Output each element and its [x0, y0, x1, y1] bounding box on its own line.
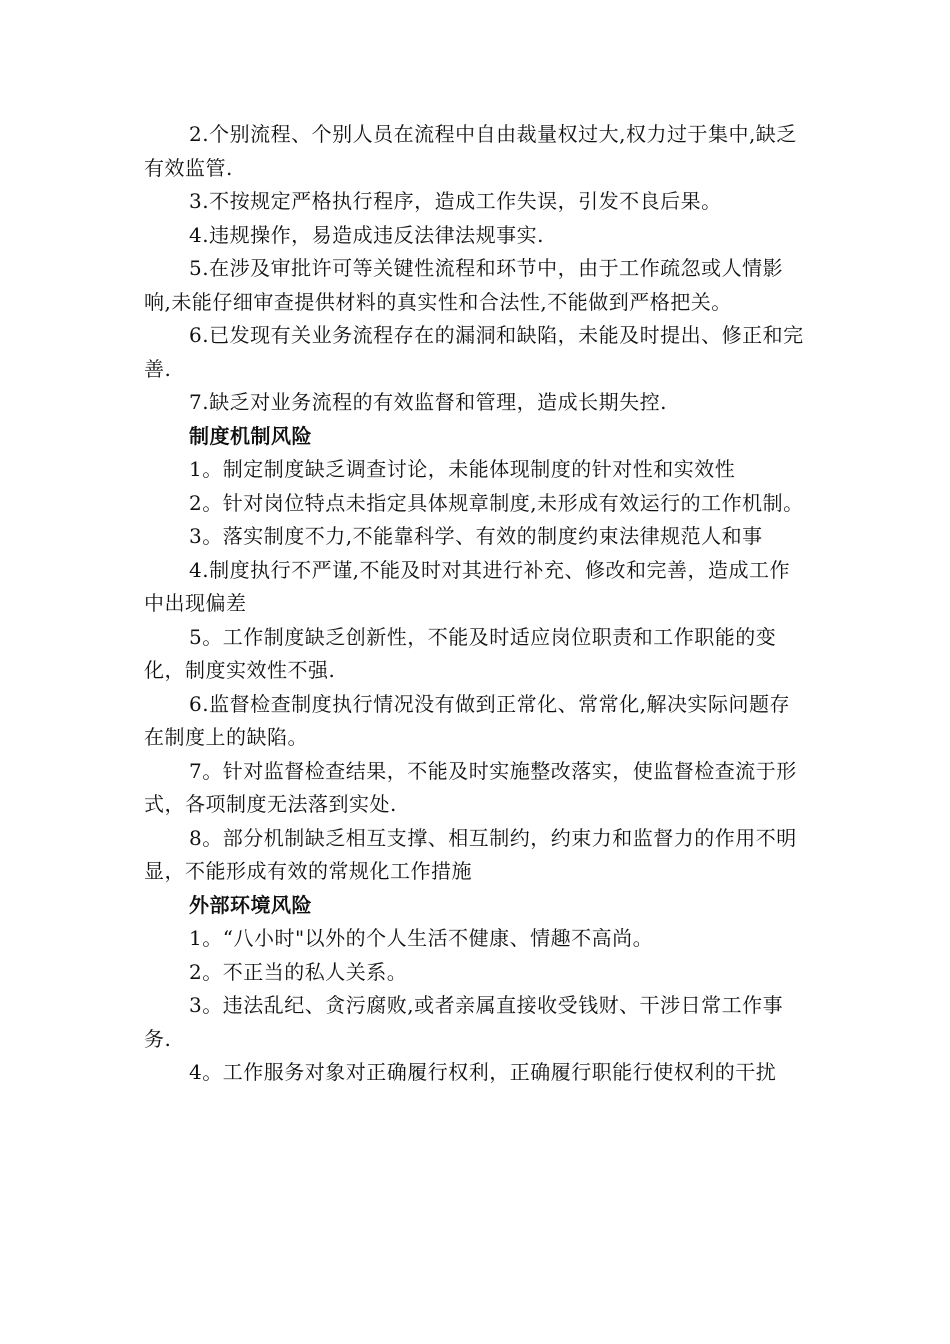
paragraph: 4.违规操作，易造成违反法律法规事实.: [189, 222, 544, 247]
paragraph: 4.制度执行不严谨,不能及时对其进行补充、修改和完善，造成工作中出现偏差: [144, 557, 790, 615]
paragraph: 2。针对岗位特点未指定具体规章制度,未形成有效运行的工作机制。: [189, 490, 804, 515]
paragraph: 3。落实制度不力,不能靠科学、有效的制度约束法律规范人和事: [189, 524, 763, 548]
paragraph: 3。违法乱纪、贪污腐败,或者亲属直接收受钱财、干涉日常工作事务.: [144, 993, 784, 1051]
paragraph: 3.不按规定严格执行程序，造成工作失误，引发不良后果。: [189, 189, 722, 213]
paragraph: 1。“八小时"以外的个人生活不健康、情趣不高尚。: [189, 926, 654, 950]
paragraph: 5.在涉及审批许可等关键性流程和环节中，由于工作疏忽或人情影响,未能仔细审查提供材料的真实性和合法性,不能做到严格把关。: [144, 256, 784, 314]
paragraph: 2.个别流程、个别人员在流程中自由裁量权过大,权力过于集中,缺乏有效监管.: [144, 122, 797, 180]
section-heading: 制度机制风险: [189, 423, 312, 448]
document-body: [144, 118, 810, 1090]
paragraph: 5。工作制度缺乏创新性，不能及时适应岗位职责和工作职能的变化，制度实效性不强.: [144, 624, 777, 682]
paragraph: 8。部分机制缺乏相互支撑、相互制约，约束力和监督力的作用不明显，不能形成有效的常规化工作措施: [144, 825, 797, 883]
paragraph: 1。制定制度缺乏调查讨论，未能体现制度的针对性和实效性: [189, 457, 736, 481]
paragraph: 6.已发现有关业务流程存在的漏洞和缺陷，未能及时提出、修正和完善.: [144, 323, 804, 381]
paragraph: 6.监督检查制度执行情况没有做到正常化、常常化,解决实际问题存在制度上的缺陷。: [144, 691, 790, 749]
paragraph: 7。针对监督检查结果，不能及时实施整改落实，使监督检查流于形式，各项制度无法落到实处.: [144, 758, 797, 816]
section-heading: 外部环境风险: [189, 892, 312, 917]
paragraph: 2。不正当的私人关系。: [189, 959, 408, 984]
paragraph: 4。工作服务对象对正确履行权利，正确履行职能行使权利的干扰: [189, 1060, 777, 1084]
paragraph: 7.缺乏对业务流程的有效监督和管理，造成长期失控.: [189, 390, 667, 414]
